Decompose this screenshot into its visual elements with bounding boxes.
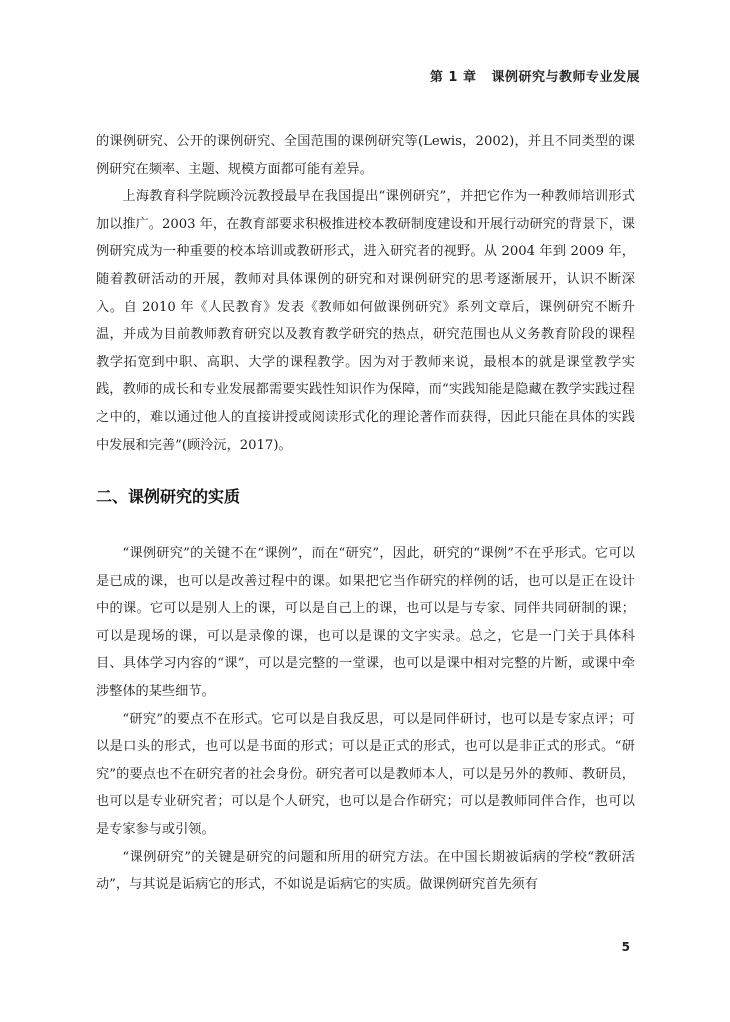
section-1-text xyxy=(96,128,635,459)
chapter-number: 第 1 章 xyxy=(429,70,477,85)
running-header xyxy=(430,66,640,85)
section-2-text xyxy=(96,540,635,899)
paragraph: “课例研究”的关键不在“课例”，而在“研究”，因此，研究的“课例”不在乎形式。它可以是已成的课，也可以是改善过程中的课。如果把它当作研究的样例的话，也可以是正在设计中的课。它可以是别人上的课，可以是自己上的课，也可以是与专家、同伴共同研制的课；可以是现场的课，可以是录像的课，也可以是课的文字实录。总之，它是一门关于具体科目、具体学习内容的“课”，可以是完整的一堂课，也可以是课中相对完整的片断，或课中牵涉整体的某些细节。 xyxy=(96,546,635,699)
paragraph-continuation: 的课例研究、公开的课例研究、全国范围的课例研究等(Lewis，2002)，并且不同类型的课例研究在频率、主题、规模方面都可能有差异。 xyxy=(96,134,635,177)
section-heading: 二、课例研究的实质 xyxy=(96,487,241,506)
chapter-title: 课例研究与教师专业发展 xyxy=(491,70,640,85)
page-number: 5 xyxy=(621,940,630,954)
paragraph: “研究”的要点不在形式。它可以是自我反思，可以是同伴研讨，也可以是专家点评；可以是口头的形式，也可以是书面的形式；可以是正式的形式，也可以是非正式的形式。“研究”的要点也不在研究者的社会身份。研究者可以是教师本人，可以是另外的教师、教研员，也可以是专业研究者；可以是个人研究，也可以是合作研究；可以是教师同伴合作，也可以是专家参与或引领。 xyxy=(96,711,635,837)
paragraph: 上海教育科学院顾泠沅教授最早在我国提出“课例研究”，并把它作为一种教师培训形式加以推广。2003 年，在教育部要求积极推进校本教研制度建设和开展行动研究的背景下，课例研究成为一种重要的校本培训或教研形式，进入研究者的视野。从 2004 年到 2009 年，随着教研活动的开展，教师对具体课例的研究和对课例研究的思考逐渐展开，认识不断深入。自 2010 年《人民教育》发表《教师如何做课例研究》系列文章后，课例研究不断升温，并成为目前教师教育研究以及教育教学研究的热点，研究范围也从义务教育阶段的课程教学拓宽到中职、高职、大学的课程教学。因为对于教师来说，最根本的就是课堂教学实践，教师的成长和专业发展都需要实践性知识作为保障，而“实践知能是隐藏在教学实践过程之中的，难以通过他人的直接讲授或阅读形式化的理论著作而获得，因此只能在具体的实践中发展和完善”(顾泠沅，2017)。 xyxy=(96,189,635,453)
paragraph: “课例研究”的关键是研究的问题和所用的研究方法。在中国长期被诟病的学校“教研活动”，与其说是诟病它的形式，不如说是诟病它的实质。做课例研究首先须有 xyxy=(96,849,635,893)
